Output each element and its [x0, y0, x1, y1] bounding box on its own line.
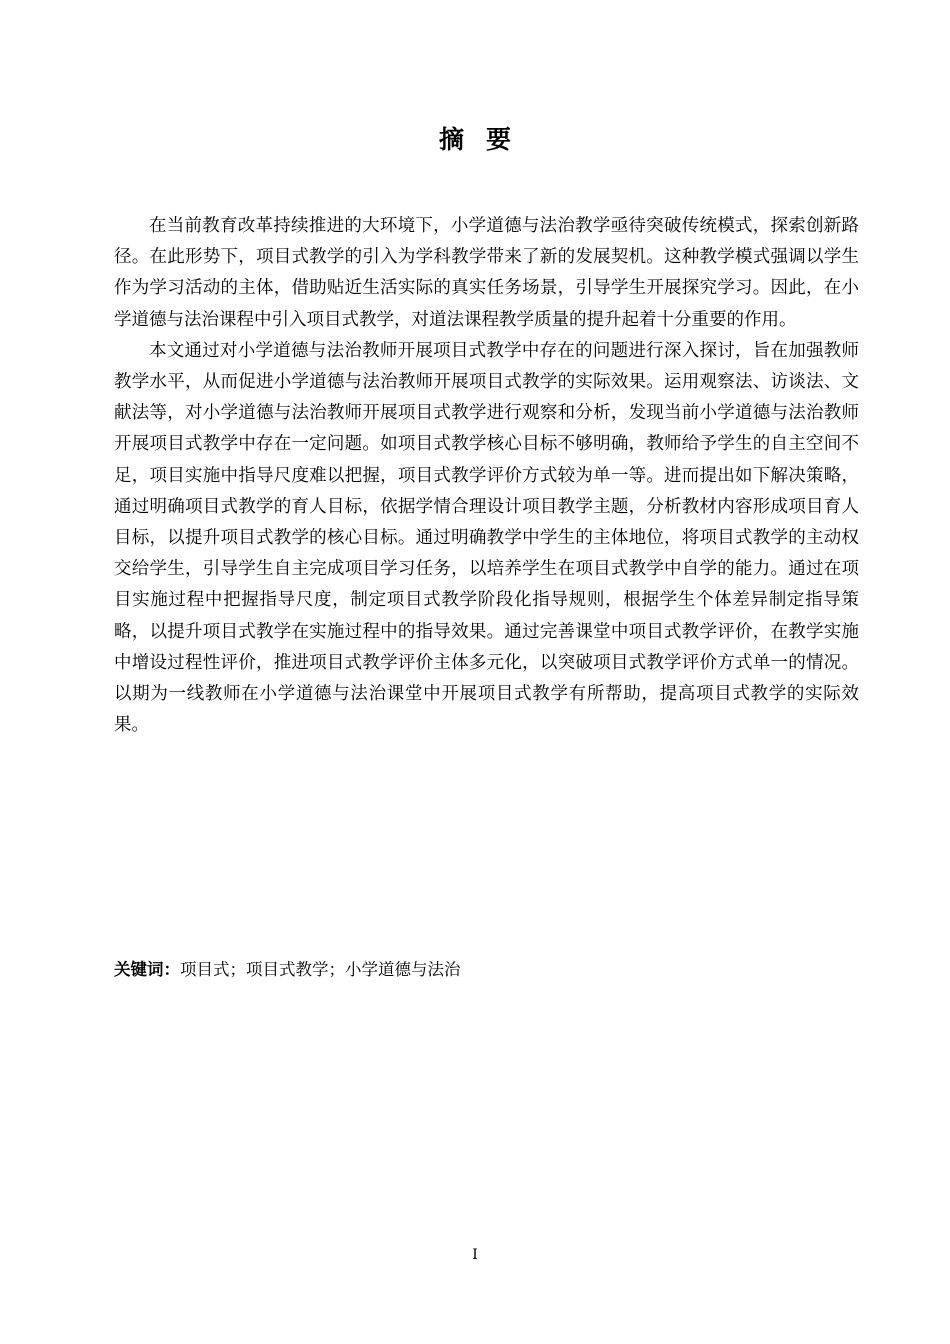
abstract-title: 摘要	[438, 125, 533, 154]
keywords-label: 关键词：	[114, 960, 180, 979]
keywords-line	[114, 956, 859, 984]
page-number: I	[472, 1247, 478, 1263]
abstract-body	[114, 211, 859, 741]
abstract-paragraph-2: 本文通过对小学道德与法治教师开展项目式教学中存在的问题进行深入探讨，旨在加强教师教学水平，从而促进小学道德与法治教师开展项目式教学的实际效果。运用观察法、访谈法、文献法等，对小学道德与法治教师开展项目式教学进行观察和分析，发现当前小学道德与法治教师开展项目式教学中存在一定问题。如项目式教学核心目标不够明确，教师给予学生的自主空间不足，项目实施中指导尺度难以把握，项目式教学评价方式较为单一等。进而提出如下解决策略，通过明确项目式教学的育人目标，依据学情合理设计项目教学主题，分析教材内容形成项目育人目标，以提升项目式教学的核心目标。通过明确教学中学生的主体地位，将项目式教学的主动权交给学生，引导学生自主完成项目学习任务，以培养学生在项目式教学中自学的能力。通过在项目实施过程中把握指导尺度，制定项目式教学阶段化指导规则，根据学生个体差异制定指导策略，以提升项目式教学在实施过程中的指导效果。通过完善课堂中项目式教学评价，在教学实施中增设过程性评价，推进项目式教学评价主体多元化，以突破项目式教学评价方式单一的情况。以期为一线教师在小学道德与法治课堂中开展项目式教学有所帮助，提高项目式教学的实际效果。	[114, 340, 859, 736]
keywords-text: 项目式；项目式教学；小学道德与法治	[180, 960, 461, 979]
abstract-paragraph-1: 在当前教育改革持续推进的大环境下，小学道德与法治教学亟待突破传统模式，探索创新路径。在此形势下，项目式教学的引入为学科教学带来了新的发展契机。这种教学模式强调以学生作为学习活动的主体，借助贴近生活实际的真实任务场景，引导学生开展探究学习。因此，在小学道德与法治课程中引入项目式教学，对道法课程教学质量的提升起着十分重要的作用。	[114, 216, 859, 330]
